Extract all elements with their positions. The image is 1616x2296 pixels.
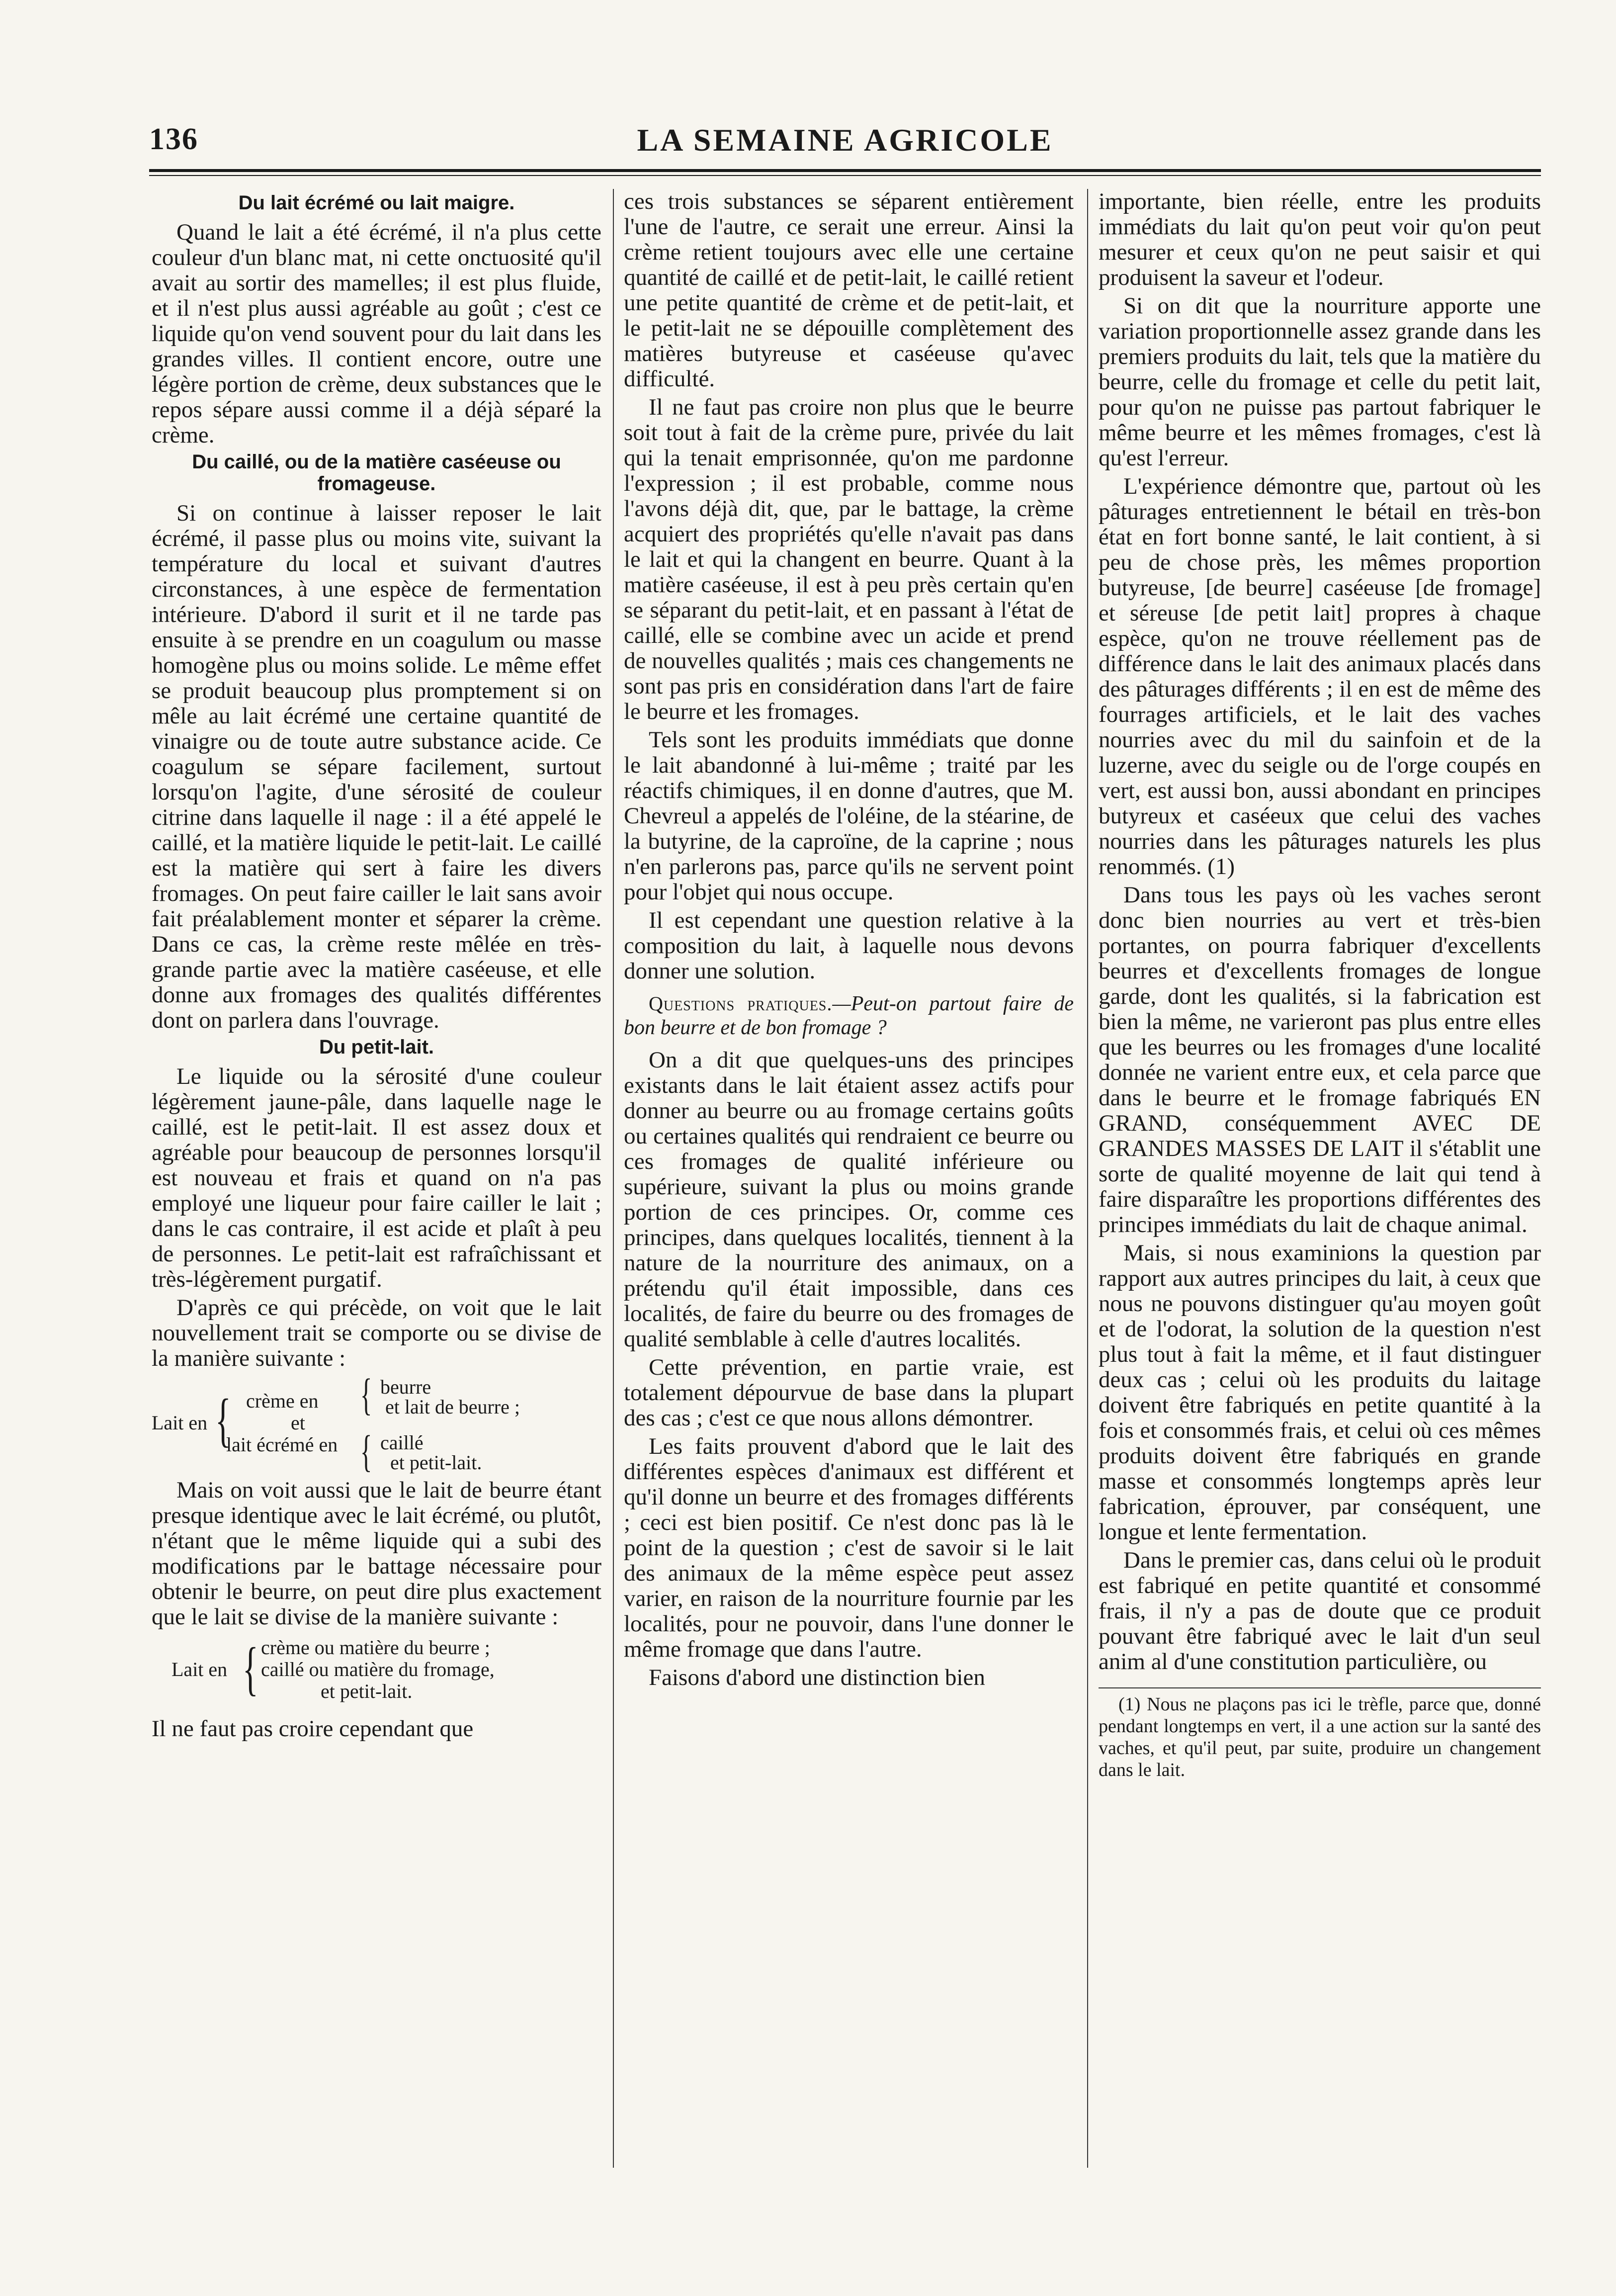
scheme-item: beurre xyxy=(380,1376,431,1398)
column-1 xyxy=(152,189,601,2168)
section-heading-petit-lait: Du petit-lait. xyxy=(319,1036,434,1058)
scheme-item: caillé ou matière du fromage, xyxy=(261,1658,495,1680)
paragraph: Le liquide ou la sérosité d'une couleur légèrement jaune-pâle, dans laquelle nage le caillé, est le petit-lait. Il est assez doux et agréable pour beaucoup de personnes lorsqu'il est nouveau et frais et quand on n'a pas employé une liqueur pour faire cailler le lait ; dans le cas contraire, il est acide et plaît à peu de personnes. Le petit-lait est rafraîchissant et très-légèrement purgatif. xyxy=(152,1063,601,1292)
page-header xyxy=(149,122,1541,167)
scheme-item: crème en xyxy=(246,1390,319,1412)
paragraph: Dans tous les pays où les vaches seront donc bien nourries au vert et très-bien portantes, on pourra fabriquer d'excellents beurres et d'excellents fromages de longue garde, dont les qualités, si la fabrication est bien la même, ne varieront pas plus entre elles que les beurres ou les fromages d'une localité donnée ne varient entre eux, et cela parce que dans le beurre et le fromage fabriqués EN GRAND, conséquemment AVEC DE GRANDES MASSES DE LAIT il s'établit une sorte de qualité moyenne de lait qui tend à faire disparaître les proportions différentes des principes immédiats du lait de chaque animal. xyxy=(1099,882,1541,1237)
question-text: —Peut-on partout faire de bon beurre et de bon fromage ? xyxy=(624,992,1074,1039)
section-heading-lait-ecreme: Du lait écrémé ou lait maigre. xyxy=(238,192,515,214)
paragraph: L'expérience démontre que, partout où les pâturages entretiennent le bétail en très-bon état en fort bonne santé, le lait contient, à si peu de chose près, les mêmes proportion butyreuse, [de beurre] caséeuse [de fromage] et séreuse [de petit lait] propres à chaque espèce, qu'on ne trouve réellement pas de différence dans le lait des animaux placés dans des pâturages différents ; il en est de même des fourrages artificiels, et le lait des vaches nourries avec du mil du sainfoin et de la luzerne, avec du seigle ou de l'orge coupés en vert, est aussi bon, aussi abondant en principes butyreux et caséeux que celui des vaches nourries dans les pâturages naturels les plus renommés. (1) xyxy=(1099,473,1541,880)
paragraph: ces trois substances se séparent entièrement l'une de l'autre, ce serait une erreur. Ainsi la crème retient toujours avec elle une certaine quantité de caillé et de petit-lait, le caillé retient une petite quantité de crème et de petit-lait, et le petit-lait ne se dépouille complètement des matières butyreuse et caséeuse qu'avec difficulté. xyxy=(624,189,1074,392)
paragraph: Mais, si nous examinions la question par rapport aux autres principes du lait, à ceux que nous ne pouvons distinguer qu'au moyen goût et de l'odorat, la solution de la question n'est plus tout à fait la même, et il faut distinguer deux cas ; celui où les produits du laitage doivent être fabriqués en petite quantité à la fois et consommés frais, et celui où ces mêmes produits doivent être fabriqués en grande masse et consommés longtemps après leur fabrication, éprouver, par conséquent, une longue et lente fermentation. xyxy=(1099,1240,1541,1545)
journal-title: LA SEMAINE AGRICOLE xyxy=(637,122,1053,158)
paragraph: Cette prévention, en partie vraie, est totalement dépourvue de base dans la plupart des cas ; c'est ce que nous allons démontrer. xyxy=(624,1354,1074,1431)
scheme-item: lait écrémé en xyxy=(226,1433,338,1456)
paragraph: Si on continue à laisser reposer le lait écrémé, il passe plus ou moins vite, suivant la température du local et suivant d'autres circonstances, à une espèce de fermentation intérieure. D'abord il surit et il ne tarde pas ensuite à se prendre en un coagulum ou masse homogène plus ou moins solide. Le même effet se produit beaucoup plus promptement si on mêle au lait écrémé une certaine quantité de vinaigre ou de toute autre substance acide. Ce coagulum se sépare facilement, surtout lorsqu'on l'agite, d'une sérosité de couleur citrine dans laquelle il nage : il a été appelé le caillé, et la matière liquide le petit-lait. Le caillé est la matière qui sert à faire les divers fromages. On peut faire cailler le lait sans avoir fait préalablement monter et séparer la crème. Dans ce cas, la crème reste mêlée en très-grande partie avec la matière caséeuse, et elle donne aux fromages des qualités différentes dont on parlera dans l'ouvrage. xyxy=(152,500,601,1033)
scheme-item: et lait de beurre ; xyxy=(385,1396,520,1418)
paragraph: Tels sont les produits immédiats que donne le lait abandonné à lui-même ; traité par les réactifs chimiques, il en donne d'autres, que M. Chevreul a appelés de l'oléine, de la stéarine, de la butyrine, de la caproïne, de la caprine ; nous n'en parlerons pas, parce qu'ils ne servent point pour l'objet qui nous occupe. xyxy=(624,727,1074,905)
paragraph: Il ne faut pas croire non plus que le beurre soit tout à fait de la crème pure, privée du lait qui la tenait emprisonnée, qu'on me pardonne l'expression ; il est probable, comme nous l'avons déjà dit, que, par le battage, la crème acquiert des propriétés qu'elle n'avait pas dans le lait et qui la changent en beurre. Quant à la matière caséeuse, il est à peu près certain qu'en se séparant du petit-lait, et en passant à l'état de caillé, elle se combine avec un acide et prend de nouvelles qualités ; mais ces changements ne sont pas pris en considération dans l'art de faire le beurre et les fromages. xyxy=(624,394,1074,724)
paragraph: Faisons d'abord une distinction bien xyxy=(649,1665,985,1690)
division-scheme-2 xyxy=(152,1635,601,1709)
header-rule-thin xyxy=(149,175,1541,176)
scheme-label: Lait en xyxy=(171,1658,228,1680)
column-divider-1 xyxy=(613,189,614,2168)
practical-question xyxy=(624,992,1074,1040)
scheme-item: crème ou matière du beurre ; xyxy=(261,1636,490,1659)
footnote xyxy=(1099,1687,1541,1781)
brace-glyph: { xyxy=(242,1635,258,1701)
question-label: Questions pratiques. xyxy=(649,992,833,1015)
scheme-label: Lait en xyxy=(152,1412,208,1434)
paragraph: Mais on voit aussi que le lait de beurre étant presque identique avec le lait écrémé, ou plutôt, n'étant que le même liquide qui a subi des modifications par le battage nécessaire pour obtenir le beurre, on peut dire plus exactement que le lait se divise de la manière suivante : xyxy=(152,1477,601,1630)
paragraph: D'après ce qui précède, on voit que le lait nouvellement trait se comporte ou se divise de la manière suivante : xyxy=(152,1295,601,1371)
paragraph: Il est cependant une question relative à la composition du lait, à laquelle nous devons donner une solution. xyxy=(624,907,1074,984)
brace-glyph: { xyxy=(360,1370,372,1419)
scheme-item: et xyxy=(291,1412,305,1434)
paragraph: Il ne faut pas croire cependant que xyxy=(152,1716,474,1742)
paragraph: importante, bien réelle, entre les produits immédiats du lait qu'on peut voir qu'on peut mesurer et ceux qu'on ne peut saisir et qui produisent la saveur et l'odeur. xyxy=(1099,189,1541,290)
column-3 xyxy=(1099,189,1541,2168)
paragraph: On a dit que quelques-uns des principes existants dans le lait étaient assez actifs pour donner au beurre ou au fromage certains goûts ou certaines qualités qui rendraient ce beurre ou ces fromages de qualité inférieure ou supérieure, suivant la plus ou moins grande portion de ces principes. Or, comme ces principes, dans quelques localités, tiennent à la nature de la nourriture des animaux, on a prétendu qu'il était impossible, dans ces localités, de faire du beurre ou des fromages de qualité semblable à celle d'autres localités. xyxy=(624,1047,1074,1352)
page-number: 136 xyxy=(149,122,198,156)
footnote-text: (1) Nous ne plaçons pas ici le trèfle, parce que, donné pendant longtemps en vert, il a une action sur la santé des vaches, et qu'il peut, par suite, produire un changement dans le lait. xyxy=(1099,1694,1541,1780)
paragraph: Si on dit que la nourriture apporte une variation proportionnelle assez grande dans les premiers produits du lait, tels que la matière du beurre, celle du fromage et celle du petit lait, pour qu'on ne puisse pas partout fabriquer le même beurre et les mêmes fromages, c'est là qu'est l'erreur. xyxy=(1099,293,1541,471)
brace-glyph: { xyxy=(360,1427,372,1476)
header-rule-thick xyxy=(149,169,1541,172)
scheme-item: et petit-lait. xyxy=(390,1451,482,1474)
paragraph: Les faits prouvent d'abord que le lait des différentes espèces d'animaux est différent et qu'il donne un beurre et des fromages différents ; ceci est bien positif. Ce n'est donc pas là le point de la question ; c'est de savoir si le lait des animaux de la même espèce peut assez varier, en raison de la nourriture fournie par les localités, pour ne pouvoir, dans l'une donner le même fromage que dans l'autre. xyxy=(624,1433,1074,1662)
scheme-item: et petit-lait. xyxy=(321,1680,413,1702)
paragraph: Dans le premier cas, dans celui où le produit est fabriqué en petite quantité et consommé frais, il n'y a pas de doute que ce produit pouvant être fabriqué avec le lait d'un seul anim al d'une constitution particulière, ou xyxy=(1099,1547,1541,1675)
paragraph: Quand le lait a été écrémé, il n'a plus cette couleur d'un blanc mat, ni cette onctuosité qu'il avait au sortir des mamelles; il est plus fluide, et il n'est plus aussi agréable au goût ; c'est ce liquide qu'on vend souvent pour du lait dans les grandes villes. Il contient encore, outre une légère portion de crème, deux substances que le repos sépare aussi comme il a déjà séparé la crème. xyxy=(152,219,601,448)
scheme-item: caillé xyxy=(380,1431,424,1454)
section-heading-caille: Du caillé, ou de la matière caséeuse ou fromageuse. xyxy=(192,451,561,495)
division-scheme-1 xyxy=(152,1370,601,1476)
column-divider-2 xyxy=(1087,189,1088,2168)
brace-glyph: { xyxy=(215,1387,231,1453)
column-2 xyxy=(624,189,1074,2168)
